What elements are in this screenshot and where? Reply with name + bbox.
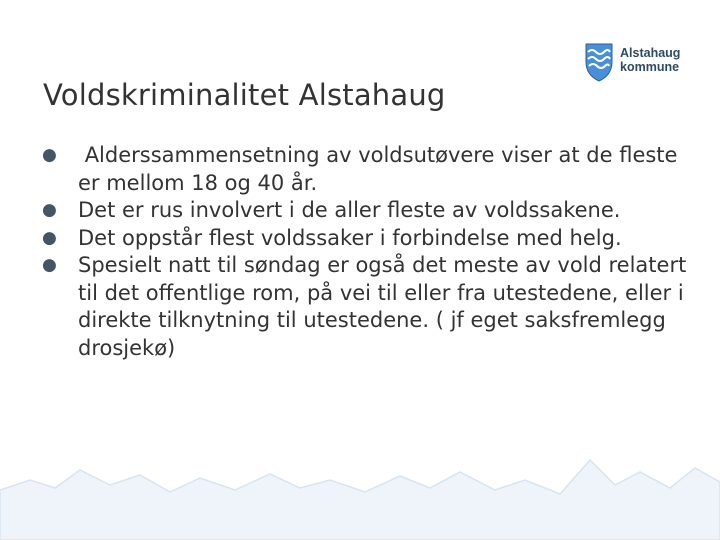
bullet-dot-icon: ● [42, 145, 57, 165]
bullet-dot-icon: ● [42, 200, 57, 220]
logo-text [620, 46, 680, 74]
slide-title: Voldskriminalitet Alstahaug [43, 78, 446, 112]
logo [584, 42, 694, 82]
logo-line-2: kommune [620, 60, 680, 74]
bullet-item-1 [42, 142, 692, 197]
bullet-dot-icon: ● [42, 255, 57, 275]
bullet-item-2 [42, 197, 692, 225]
bullet-dot-icon: ● [42, 227, 57, 248]
bullet-item-4 [42, 252, 692, 362]
mountain-decoration [0, 430, 720, 540]
bullet-text-2: Det er rus involvert i de aller fleste av voldssakene. [78, 198, 621, 222]
bullet-item-3 [42, 225, 692, 253]
coat-of-arms-shield-icon [584, 42, 614, 82]
bullet-text-1: Alderssammensetning av voldsutøvere viser at de fleste er mellom 18 og 40 år. [78, 143, 685, 195]
bullet-list [42, 142, 692, 362]
logo-line-1: Alstahaug [620, 46, 681, 60]
bullet-text-4: Spesielt natt til søndag er også det meste av vold relatert til det offentlige rom, på vei til eller fra utestedene, eller i direkte tilknytning til utestedene. ( jf eget saksfremlegg drosjekø) [78, 253, 687, 360]
bullet-text-3: Det oppstår flest voldssaker i forbindelse med helg. [78, 225, 622, 250]
